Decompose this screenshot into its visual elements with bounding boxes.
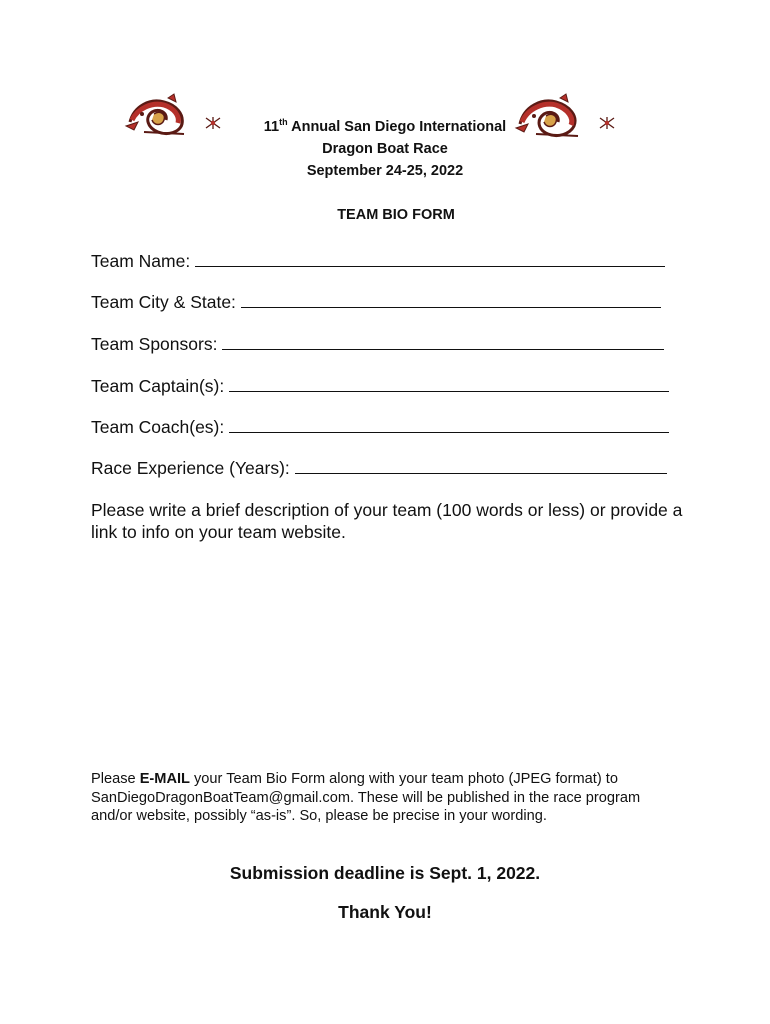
field-label: Team Captain(s): bbox=[91, 376, 230, 396]
event-title-rest: Annual San Diego International bbox=[287, 119, 507, 135]
team-sponsors-input-line[interactable] bbox=[222, 333, 664, 350]
race-experience-input-line[interactable] bbox=[295, 457, 667, 474]
event-dates: September 24-25, 2022 bbox=[306, 163, 464, 179]
event-subtitle: Dragon Boat Race bbox=[322, 141, 448, 157]
description-prompt: Please write a brief description of your team (100 words or less) or provide a link to info on your team website. bbox=[91, 500, 683, 542]
event-title-line bbox=[0, 116, 770, 138]
team-captains-input-line[interactable] bbox=[229, 375, 669, 392]
ordinal-number: 11 bbox=[263, 119, 280, 135]
field-race-experience bbox=[91, 457, 667, 479]
email-note-body: your Team Bio Form along with your team photo (JPEG format) to SanDiegoDragonBoatTeam@gmail.com. These will be published in the race program and/or website, possibly “as-is”. So, please be precise in your wording. bbox=[91, 771, 641, 824]
team-coaches-input-line[interactable] bbox=[229, 416, 669, 433]
email-instructions bbox=[91, 770, 681, 826]
event-header bbox=[0, 116, 770, 182]
email-note-prefix: Please bbox=[91, 771, 140, 787]
submission-deadline: Submission deadline is Sept. 1, 2022. bbox=[229, 863, 541, 883]
field-team-coaches bbox=[91, 416, 669, 438]
field-label: Team Name: bbox=[91, 251, 196, 271]
field-label: Team City & State: bbox=[91, 292, 241, 312]
field-team-name bbox=[91, 250, 665, 272]
field-team-city-state bbox=[91, 291, 661, 313]
form-title: TEAM BIO FORM bbox=[337, 207, 455, 223]
field-label: Team Coach(es): bbox=[91, 417, 230, 437]
field-team-captains bbox=[91, 375, 669, 397]
team-name-input-line[interactable] bbox=[195, 250, 665, 267]
team-city-state-input-line[interactable] bbox=[241, 291, 661, 308]
email-note-bold: E-MAIL bbox=[139, 771, 190, 787]
thank-you: Thank You! bbox=[338, 902, 432, 922]
field-label: Team Sponsors: bbox=[91, 334, 223, 354]
field-team-sponsors bbox=[91, 333, 664, 355]
field-label: Race Experience (Years): bbox=[91, 458, 295, 478]
ordinal-suffix: th bbox=[279, 117, 288, 127]
